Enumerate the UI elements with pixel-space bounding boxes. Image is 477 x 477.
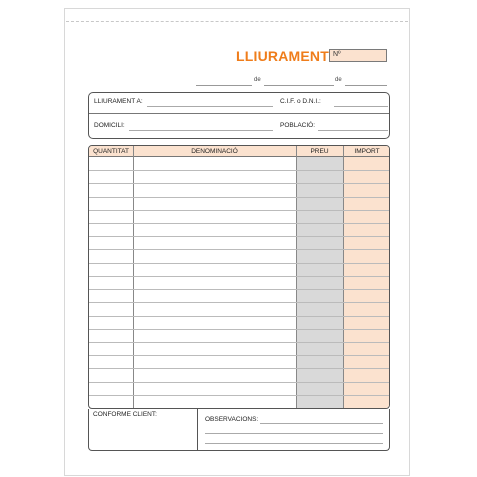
table-row[interactable] [89,223,389,224]
domicili-label: DOMICILI: [94,122,125,129]
table-row[interactable] [89,210,389,211]
form-title: LLIURAMENT [236,48,329,64]
observacions-line[interactable] [205,433,383,434]
table-row[interactable] [89,170,389,171]
client-box [88,92,390,139]
form-footer [88,409,390,451]
table-row[interactable] [89,236,389,237]
number-label: Nº [333,51,341,58]
table-row[interactable] [89,355,389,356]
table-row[interactable] [89,395,389,396]
cif-label: C.I.F. o D.N.I.: [280,98,321,105]
number-field[interactable] [329,49,387,62]
lliurament-a-label: LLIURAMENT A: [94,98,143,105]
date-separator-1: de [254,77,261,83]
table-header [89,146,389,157]
table-row[interactable] [89,249,389,250]
observacions-box[interactable] [198,409,390,451]
perforation-line [66,21,408,22]
header-denominacio: DENOMINACIÓ [191,148,238,155]
conforme-box[interactable] [88,409,198,451]
table-row[interactable] [89,302,389,303]
domicili-line[interactable] [129,130,273,131]
observacions-line[interactable] [205,443,383,444]
date-month-line[interactable] [264,84,334,86]
observacions-label: OBSERVACIONS: [205,416,259,423]
table-row[interactable] [89,368,389,369]
table-row[interactable] [89,289,389,290]
table-row[interactable] [89,316,389,317]
table-row[interactable] [89,263,389,264]
date-day-line[interactable] [196,84,252,86]
table-row[interactable] [89,329,389,330]
header-import: IMPORT [354,148,380,155]
cif-line[interactable] [334,106,388,107]
date-separator-2: de [335,77,342,83]
observacions-line[interactable] [260,423,383,424]
table-row[interactable] [89,342,389,343]
date-year-line[interactable] [345,84,387,86]
table-row[interactable] [89,276,389,277]
header-preu: PREU [310,148,329,155]
conforme-label: CONFORME CLIENT: [93,411,157,418]
poblacio-label: POBLACIÓ: [280,122,316,129]
lliurament-a-line[interactable] [147,106,273,107]
items-table [88,145,390,409]
table-row[interactable] [89,197,389,198]
poblacio-line[interactable] [318,130,388,131]
header-quantitat: QUANTITAT [93,148,129,155]
client-divider [89,113,389,114]
table-row[interactable] [89,382,389,383]
table-row[interactable] [89,183,389,184]
